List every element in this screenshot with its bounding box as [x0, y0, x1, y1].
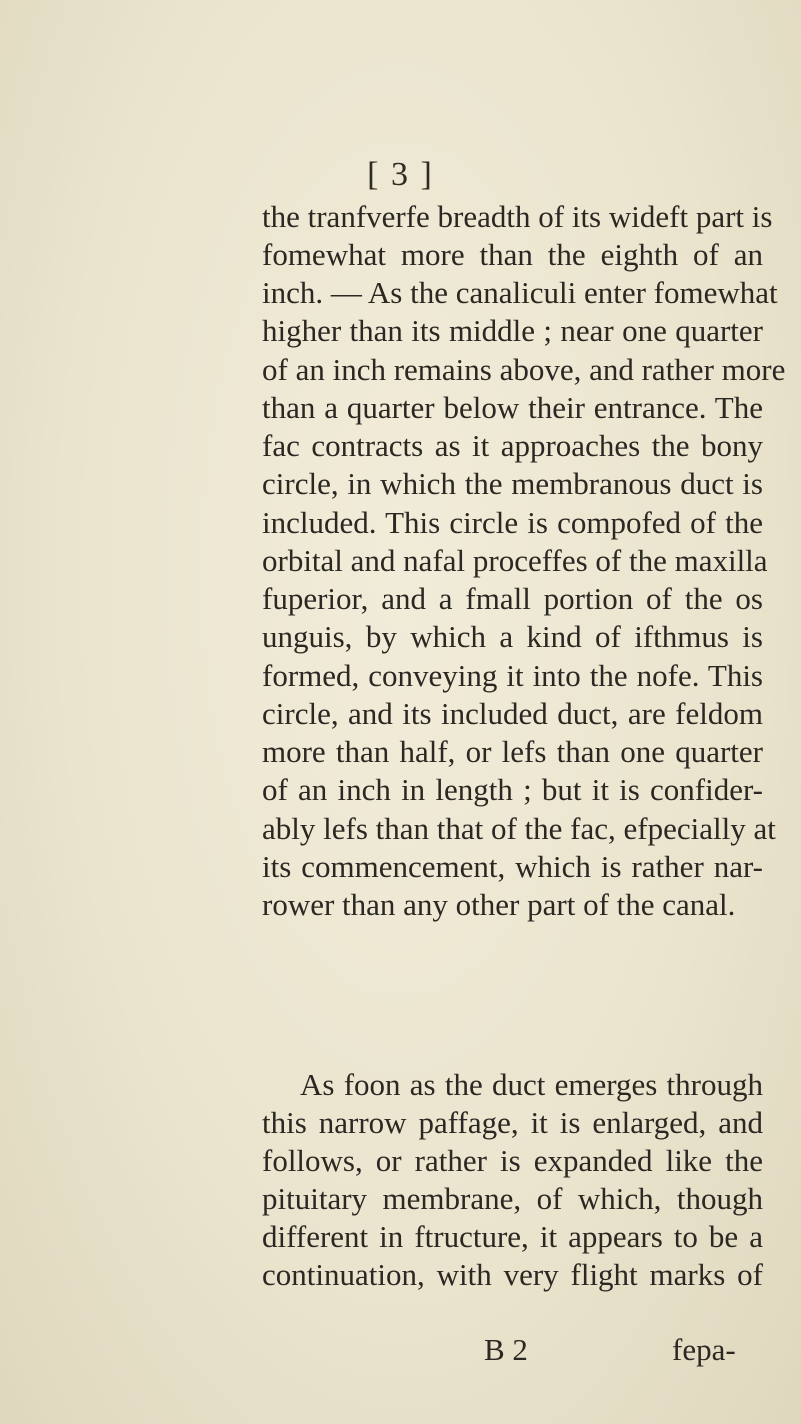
- text-line: circle, in which the membranous duct is: [262, 466, 763, 501]
- text-line: As foon as the duct emerges through: [300, 1067, 763, 1102]
- text-line: more than half, or lefs than one quarter: [262, 734, 763, 769]
- text-line: the tranfverfe breadth of its wideft part is: [262, 199, 773, 234]
- text-line: continuation, with very flight marks of: [262, 1257, 763, 1292]
- signature-mark: B 2: [484, 1332, 528, 1367]
- text-line: rower than any other part of the canal.: [262, 887, 736, 922]
- text-line: inch. — As the canaliculi enter fomewhat: [262, 275, 778, 310]
- page-number: [ 3 ]: [367, 156, 434, 193]
- text-line: of an inch in length ; but it is confider-: [262, 772, 763, 807]
- text-line: this narrow paffage, it is enlarged, and: [262, 1105, 763, 1140]
- text-line: orbital and nafal proceffes of the maxilla: [262, 543, 768, 578]
- text-line: ably lefs than that of the fac, efpecially at: [262, 811, 776, 846]
- catchword: fepa-: [672, 1332, 736, 1367]
- text-line: of an inch remains above, and rather more: [262, 352, 786, 387]
- text-line: fac contracts as it approaches the bony: [262, 428, 763, 463]
- text-line: follows, or rather is expanded like the: [262, 1143, 763, 1178]
- text-line: fomewhat more than the eighth of an: [262, 237, 763, 272]
- text-line: included. This circle is compofed of the: [262, 505, 763, 540]
- text-line: pituitary membrane, of which, though: [262, 1181, 763, 1216]
- text-line: formed, conveying it into the nofe. This: [262, 658, 763, 693]
- text-line: unguis, by which a kind of ifthmus is: [262, 619, 763, 654]
- text-line: higher than its middle ; near one quarter: [262, 313, 763, 348]
- text-line: circle, and its included duct, are feldom: [262, 696, 763, 731]
- text-line: its commencement, which is rather nar-: [262, 849, 763, 884]
- text-line: different in ftructure, it appears to be a: [262, 1219, 763, 1254]
- text-line: fuperior, and a fmall portion of the os: [262, 581, 763, 616]
- text-line: than a quarter below their entrance. The: [262, 390, 763, 425]
